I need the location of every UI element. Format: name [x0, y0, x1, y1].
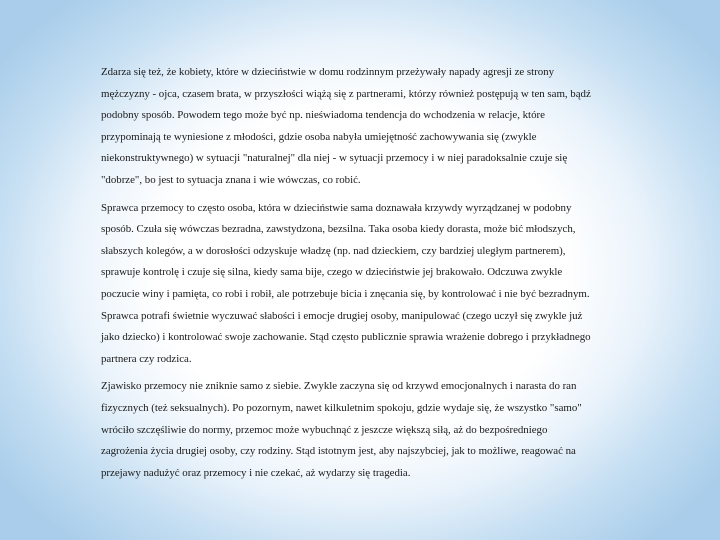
text-line: Zjawisko przemocy nie zniknie samo z siebie. Zwykle zaczyna się od krzywd emocjonalnych i narasta do ran	[101, 380, 577, 393]
text-line: sprawuje kontrolę i czuje się silna, kiedy sama bije, czego w dzieciństwie jej brakowało. Odczuwa zwykle	[101, 266, 563, 279]
paragraph-2	[101, 198, 641, 371]
text-line: podobny sposób. Powodem tego może być np. nieświadoma tendencja do wchodzenia w relacje, które	[101, 109, 545, 122]
text-line: słabszych kolegów, a w dorosłości odzyskuje władzę (np. nad dzieckiem, czy bardziej uległym partnerem),	[101, 244, 566, 257]
text-line: Sprawca potrafi świetnie wyczuwać słabości i emocje drugiej osoby, manipulować (czego uczył się zwykle już	[101, 309, 583, 322]
text-line: przejawy nadużyć oraz przemocy i nie czekać, aż wydarzy się tragedia.	[101, 466, 411, 479]
paragraph-1	[101, 62, 641, 192]
text-line: jako dziecko) i kontrolować swoje zachowanie. Stąd często publicznie sprawia wrażenie dobrego i przykładnego	[101, 331, 591, 344]
text-body	[101, 62, 641, 490]
text-line: Zdarza się też, że kobiety, które w dzieciństwie w domu rodzinnym przeżywały napady agresji ze strony	[101, 66, 554, 78]
text-line: poczucie winy i pamięta, co robi i robił, ale potrzebuje bicia i znęcania się, by kontrolować i nie być bezradnym.	[101, 287, 590, 300]
text-line: Sprawca przemocy to często osoba, która w dzieciństwie sama doznawała krzywdy wyrządzanej w podobny	[101, 201, 572, 214]
paragraph-3	[101, 376, 641, 484]
text-line: "dobrze", bo jest to sytuacja znana i wie wówczas, co robić.	[101, 173, 361, 186]
text-line: zagrożenia życia drugiej osoby, czy rodziny. Stąd istotnym jest, aby najszybciej, jak to możliwe, reagować na	[101, 445, 576, 458]
text-line: niekonstruktywnego) w sytuacji "naturalnej" dla niej - w sytuacji przemocy i w niej paradoksalnie czuje się	[101, 152, 568, 165]
text-line: przypominają te wyniesione z młodości, gdzie osoba nabyła umiejętność zachowywania się (zwykle	[101, 130, 537, 143]
text-line: mężczyzny - ojca, czasem brata, w przyszłości wiążą się z partnerami, którzy również postępują w ten sam, bądź	[101, 87, 591, 100]
text-line: sposób. Czuła się wówczas bezradna, zawstydzona, bezsilna. Taka osoba kiedy dorasta, może bić młodszych,	[101, 223, 576, 236]
text-line: fizycznych (też seksualnych). Po pozornym, nawet kilkuletnim spokoju, gdzie wydaje się, że wszystko "samo"	[101, 401, 582, 414]
text-line: partnera czy rodzica.	[101, 352, 192, 365]
text-line: wróciło szczęśliwie do normy, przemoc może wybuchnąć z jeszcze większą siłą, aż do bezpośredniego	[101, 423, 548, 436]
